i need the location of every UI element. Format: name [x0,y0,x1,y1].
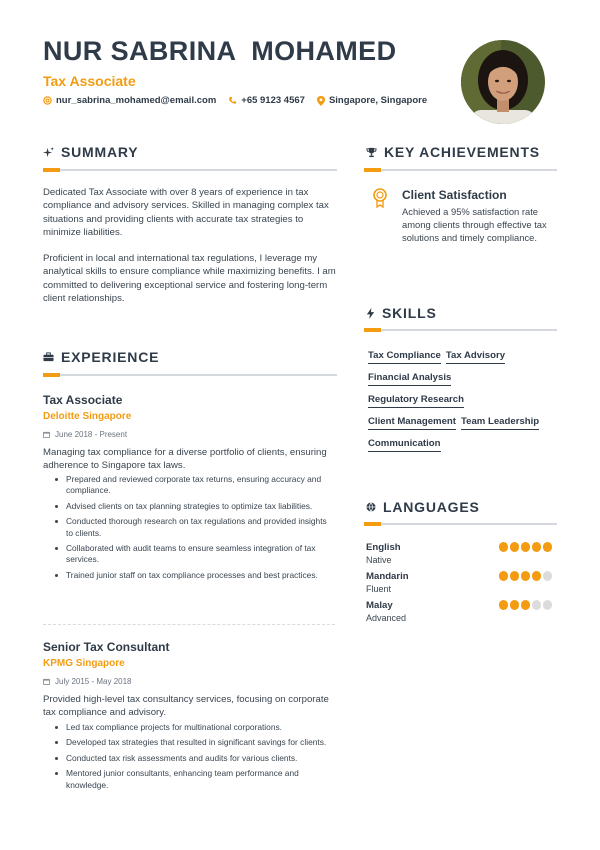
skill-tag: Team Leadership [461,416,539,430]
rating-dot-filled [532,542,542,552]
rating-dot-filled [510,600,520,610]
email-text: nur_sabrina_mohamed@email.com [56,95,217,106]
languages-divider [364,523,557,525]
achievements-title: KEY ACHIEVEMENTS [384,144,540,160]
summary-heading [43,144,138,160]
location-pin-icon [317,96,325,106]
language-level: Advanced [366,613,407,623]
lightning-icon [366,308,375,319]
experience-divider [43,374,337,376]
skills-heading [366,305,437,321]
language-name: Mandarin [366,571,409,582]
language-rating [497,571,552,581]
language-level: Native [366,555,392,565]
contact-phone[interactable] [228,95,305,106]
contact-row [43,95,439,106]
job-title: Tax Associate [43,393,123,407]
rating-dot-empty [543,600,553,610]
summary-paragraph-2: Proficient in local and international tax regulations, I leverage my analytical skills to ensure compliance while maximizing benefits. I am committed to delivering exceptional service and fostering long-term client relationships. [43,253,336,305]
job-bullets [54,474,332,585]
language-name: English [366,542,401,553]
skills-title: SKILLS [382,305,437,321]
rating-dot-filled [521,600,531,610]
skills-list [368,350,560,460]
skill-tag: Financial Analysis [368,372,451,386]
job-bullet: Prepared and reviewed corporate tax returns, ensuring accuracy and compliance. [54,474,332,497]
job-dates [43,430,127,439]
summary-paragraph-1: Dedicated Tax Associate with over 8 years of experience in tax compliance and advisory services. Skilled in managing complex tax situations and providing clients with accurate tax strategies to minimize liabilities. [43,187,329,239]
job-bullet: Collaborated with audit teams to ensure seamless integration of tax services. [54,543,332,566]
sparkle-icon [43,147,54,158]
rating-dot-filled [521,542,531,552]
rating-dot-filled [521,571,531,581]
language-item [366,571,556,594]
experience-title: EXPERIENCE [61,349,160,365]
rating-dot-filled [499,542,509,552]
job-bullet: Conducted tax risk assessments and audits for various clients. [54,753,332,764]
phone-icon [228,96,237,105]
language-item [366,542,556,565]
job-dates-text: June 2018 - Present [55,430,128,439]
job-company: Deloitte Singapore [43,411,132,422]
globe-icon [366,502,376,512]
job-bullet: Advised clients on tax planning strategies to optimize tax liabilities. [54,501,332,512]
job-description: Managing tax compliance for a diverse portfolio of clients, ensuring adherence to Singapore tax laws. [43,447,327,472]
language-name: Malay [366,600,393,611]
job-separator [43,624,335,625]
skill-tag: Tax Compliance [368,350,441,364]
languages-title: LANGUAGES [383,499,480,515]
job-dates-text: July 2015 - May 2018 [55,677,132,686]
rating-dot-filled [510,571,520,581]
candidate-name: NUR SABRINA MOHAMED [43,36,397,66]
job-title: Senior Tax Consultant [43,640,170,654]
rating-dot-filled [510,542,520,552]
profile-photo [461,40,545,124]
summary-title: SUMMARY [61,144,139,160]
language-level: Fluent [366,584,392,594]
achievements-divider [364,169,557,171]
rating-dot-filled [543,542,553,552]
language-rating [497,542,552,552]
achievements-heading [366,144,540,160]
calendar-icon [43,431,50,438]
rating-dot-empty [532,600,542,610]
job-bullet: Mentored junior consultants, enhancing team performance and knowledge. [54,768,332,791]
rating-dot-empty [543,571,553,581]
rating-dot-filled [499,600,509,610]
rating-dot-filled [499,571,509,581]
summary-divider [43,169,337,171]
job-bullet: Developed tax strategies that resulted in significant savings for clients. [54,737,332,748]
candidate-role: Tax Associate [43,73,136,89]
job-dates [43,677,132,686]
contact-email[interactable] [43,95,216,106]
medal-icon [372,188,388,208]
skill-tag: Communication [368,438,441,452]
job-bullets [54,722,332,795]
job-description: Provided high-level tax consultancy services, focusing on corporate tax compliance and advisory. [43,694,329,719]
skill-tag: Client Management [368,416,456,430]
experience-heading [43,349,159,365]
language-rating [497,600,552,610]
skill-tag: Tax Advisory [446,350,505,364]
job-bullet: Conducted thorough research on tax regulations and provided insights to clients. [54,516,332,539]
calendar-icon [43,678,50,685]
rating-dot-filled [532,571,542,581]
job-bullet: Trained junior staff on tax compliance processes and best practices. [54,570,332,581]
location-text: Singapore, Singapore [328,95,428,106]
at-icon [43,96,52,105]
languages-heading [366,499,480,515]
phone-text: +65 9123 4567 [241,95,305,106]
contact-location [317,95,427,106]
trophy-icon [366,147,377,158]
briefcase-icon [43,352,54,362]
job-company: KPMG Singapore [43,658,125,669]
language-item [366,600,556,623]
skill-tag: Regulatory Research [368,394,464,408]
achievement-title: Client Satisfaction [402,188,507,202]
job-bullet: Led tax compliance projects for multinational corporations. [54,722,332,733]
skills-divider [364,329,557,331]
achievement-description: Achieved a 95% satisfaction rate among clients through effective tax solutions and timely compliance. [402,206,547,244]
